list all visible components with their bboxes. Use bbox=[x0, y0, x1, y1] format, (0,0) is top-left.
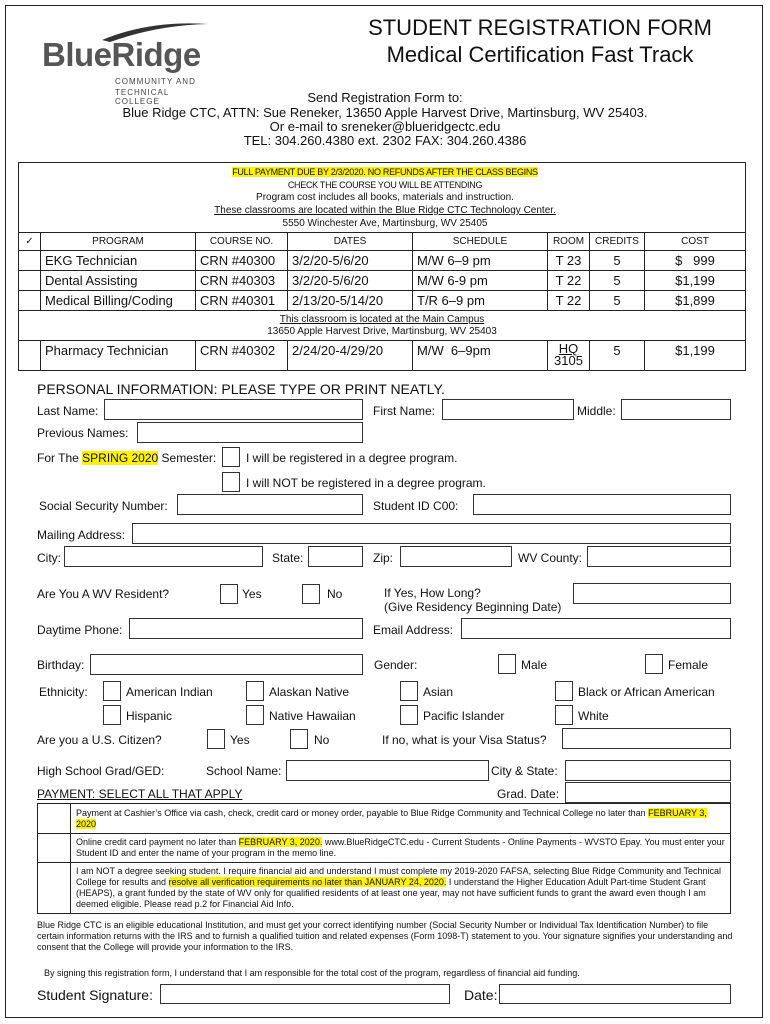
signature-date-field[interactable] bbox=[499, 984, 731, 1004]
course-room: T 22 bbox=[548, 291, 590, 311]
gender-male-checkbox[interactable] bbox=[498, 654, 516, 674]
responsibility-statement: By signing this registration form, I understand that I am responsible for the total cost of the program, regardless of financial aid funding. bbox=[44, 968, 580, 978]
county-field[interactable] bbox=[587, 546, 731, 567]
asian-label: Asian bbox=[423, 685, 454, 699]
course-room: T 23 bbox=[548, 251, 590, 271]
semester-term: SPRING 2020 bbox=[82, 451, 159, 465]
aid-deadline: resolve all verification requirements no later than JANUARY 24, 2020. bbox=[168, 877, 447, 887]
form-title: STUDENT REGISTRATION FORM bbox=[368, 15, 712, 40]
course-schedule: T/R 6–9 pm bbox=[413, 291, 548, 311]
mailing-address-label: Mailing Address: bbox=[37, 528, 126, 542]
schedule-column-header: SCHEDULE bbox=[413, 233, 548, 251]
school-name-field[interactable] bbox=[286, 760, 489, 781]
course-dates: 3/2/20-5/6/20 bbox=[288, 271, 413, 291]
wv-resident-no-checkbox[interactable] bbox=[302, 584, 320, 604]
payment-option-financial-aid bbox=[38, 862, 730, 913]
course-schedule: M/W 6-9 pm bbox=[413, 271, 548, 291]
course-cost: $1,899 bbox=[645, 291, 746, 311]
credits-column-header: CREDITS bbox=[590, 233, 645, 251]
course-number: CRN #40301 bbox=[196, 291, 288, 311]
zip-field[interactable] bbox=[400, 546, 512, 567]
pacific-islander-checkbox[interactable] bbox=[400, 705, 418, 725]
course-credits: 5 bbox=[590, 271, 645, 291]
course-number: CRN #40303 bbox=[196, 271, 288, 291]
tech-center-notice: These classrooms are located within the Blue Ridge CTC Technology Center. bbox=[214, 205, 556, 216]
main-campus-notice-row bbox=[19, 311, 746, 341]
student-id-label: Student ID C00: bbox=[373, 499, 459, 513]
citizen-no-label: No bbox=[314, 733, 330, 747]
payment-notice: FULL PAYMENT DUE BY 2/3/2020. NO REFUNDS AFTER THE CLASS BEGINS bbox=[232, 167, 538, 177]
middle-name-label: Middle: bbox=[577, 404, 616, 418]
degree-program-checkbox[interactable] bbox=[222, 447, 240, 467]
course-program: EKG Technician bbox=[41, 251, 196, 271]
citizen-yes-checkbox[interactable] bbox=[207, 729, 225, 749]
city-label: City: bbox=[37, 551, 61, 565]
american-indian-checkbox[interactable] bbox=[103, 681, 121, 701]
semester-suffix: Semester: bbox=[161, 451, 217, 465]
course-select-checkbox[interactable] bbox=[19, 271, 41, 291]
payment-option-checkbox[interactable] bbox=[38, 863, 71, 913]
course-dates: 3/2/20-5/6/20 bbox=[288, 251, 413, 271]
course-room: T 22 bbox=[548, 271, 590, 291]
course-credits: 5 bbox=[590, 291, 645, 311]
course-cost: $1,199 bbox=[645, 271, 746, 291]
pacific-islander-label: Pacific Islander bbox=[423, 709, 505, 723]
middle-name-field[interactable] bbox=[621, 399, 731, 420]
previous-names-label: Previous Names: bbox=[37, 426, 129, 440]
semester-label bbox=[37, 451, 216, 465]
payment-option-checkbox[interactable] bbox=[38, 804, 71, 833]
cashier-deadline: FEBRUARY 3, 2020 bbox=[76, 808, 707, 829]
room-line-2: 3105 bbox=[554, 353, 583, 368]
gender-label: Gender: bbox=[374, 658, 418, 672]
course-cost: $ 999 bbox=[645, 251, 746, 271]
payment-option-online bbox=[38, 833, 730, 862]
aid-text-post: I understand the Higher Education Adult Part-time Student Grant (HEAPS), a grant funded by the state of WV only for qualified residents of at least one year, may not have sufficient funds to grant the award even though I am deemed eligible. Please read p.2 for Financial Aid Info. bbox=[76, 877, 706, 909]
main-campus-line-2: 13650 Apple Harvest Drive, Martinsburg, WV 25403 bbox=[267, 325, 497, 337]
email-line: Or e-mail to sreneker@blueridgectc.edu bbox=[269, 119, 501, 134]
online-text-pre: Online credit card payment no later than bbox=[76, 837, 237, 847]
dates-column-header: DATES bbox=[288, 233, 413, 251]
native-hawaiian-checkbox[interactable] bbox=[246, 705, 264, 725]
course-room bbox=[548, 341, 590, 371]
birthday-field[interactable] bbox=[90, 654, 363, 675]
payment-option-text bbox=[76, 804, 730, 833]
program-column-header: PROGRAM bbox=[41, 233, 196, 251]
course-column-header: COURSE NO. bbox=[196, 233, 288, 251]
room-line-1: HQ bbox=[558, 341, 579, 356]
non-degree-label: I will NOT be registered in a degree program. bbox=[246, 476, 486, 490]
ssn-label: Social Security Number: bbox=[39, 499, 168, 513]
send-line: Send Registration Form to: bbox=[307, 90, 463, 105]
black-label: Black or African American bbox=[578, 685, 715, 699]
visa-status-label: If no, what is your Visa Status? bbox=[382, 733, 547, 747]
signature-date-label: Date: bbox=[464, 987, 498, 1003]
state-label: State: bbox=[272, 551, 304, 565]
course-program: Medical Billing/Coding bbox=[41, 291, 196, 311]
cost-includes-notice: Program cost includes all books, materials and instruction. bbox=[256, 192, 514, 203]
grad-date-label: Grad. Date: bbox=[497, 787, 560, 801]
main-campus-line-1: This classroom is located at the Main Campus bbox=[279, 313, 485, 325]
non-degree-checkbox[interactable] bbox=[222, 472, 240, 492]
email-field[interactable] bbox=[461, 618, 731, 639]
residency-date-label: (Give Residency Beginning Date) bbox=[384, 600, 562, 614]
zip-label: Zip: bbox=[373, 551, 394, 565]
black-checkbox[interactable] bbox=[555, 681, 573, 701]
citizen-yes-label: Yes bbox=[230, 733, 250, 747]
course-program: Pharmacy Technician bbox=[41, 341, 196, 371]
birthday-label: Birthday: bbox=[37, 658, 85, 672]
signature-label: Student Signature: bbox=[37, 987, 153, 1003]
gender-female-checkbox[interactable] bbox=[645, 654, 663, 674]
course-schedule: M/W 6–9pm bbox=[413, 341, 548, 371]
payment-option-text bbox=[76, 863, 730, 913]
hispanic-checkbox[interactable] bbox=[103, 705, 121, 725]
grad-date-field[interactable] bbox=[565, 782, 731, 803]
logo-sub-line-2: TECHNICAL COLLEGE bbox=[115, 88, 170, 106]
course-table bbox=[18, 232, 746, 371]
white-checkbox[interactable] bbox=[555, 705, 573, 725]
daytime-phone-field[interactable] bbox=[129, 618, 363, 639]
course-number: CRN #40300 bbox=[196, 251, 288, 271]
course-credits: 5 bbox=[590, 341, 645, 371]
first-name-field[interactable] bbox=[442, 399, 574, 420]
course-select-checkbox[interactable] bbox=[19, 341, 41, 371]
payment-options bbox=[37, 803, 731, 914]
how-long-label: If Yes, How Long? bbox=[384, 586, 481, 600]
course-dates: 2/13/20-5/14/20 bbox=[288, 291, 413, 311]
payment-option-checkbox[interactable] bbox=[38, 834, 71, 862]
course-row bbox=[19, 251, 746, 271]
citizen-no-checkbox[interactable] bbox=[290, 729, 308, 749]
online-deadline: FEBRUARY 3, 2020. bbox=[238, 837, 323, 847]
last-name-label: Last Name: bbox=[37, 404, 99, 418]
city-field[interactable] bbox=[64, 546, 263, 567]
ethnicity-label: Ethnicity: bbox=[39, 685, 88, 699]
personal-info-heading: PERSONAL INFORMATION: PLEASE TYPE OR PRINT NEATLY. bbox=[37, 381, 445, 397]
course-row bbox=[19, 341, 746, 371]
email-label: Email Address: bbox=[373, 623, 454, 637]
daytime-phone-label: Daytime Phone: bbox=[37, 623, 123, 637]
course-table-header bbox=[19, 233, 746, 251]
city-state-label: City & State: bbox=[491, 764, 558, 778]
wv-resident-no-label: No bbox=[327, 587, 343, 601]
course-credits: 5 bbox=[590, 251, 645, 271]
alaskan-native-label: Alaskan Native bbox=[269, 685, 350, 699]
mailing-address-field[interactable] bbox=[132, 523, 731, 544]
course-number: CRN #40302 bbox=[196, 341, 288, 371]
aid-text-pre: I am NOT a degree seeking student. I require financial aid and understand I must complete my 2019-2020 FAFSA, selecting Blue Ridge Community and Technical College for results and bbox=[76, 866, 722, 887]
previous-names-field[interactable] bbox=[137, 422, 363, 443]
wv-resident-yes-label: Yes bbox=[242, 587, 262, 601]
address-line: Blue Ridge CTC, ATTN: Sue Reneker, 13650 Apple Harvest Drive, Martinsburg, WV 25403. bbox=[122, 105, 648, 120]
signature-field[interactable] bbox=[160, 984, 450, 1004]
county-label: WV County: bbox=[518, 551, 583, 565]
gender-male-label: Male bbox=[521, 658, 548, 672]
city-state-field[interactable] bbox=[565, 760, 731, 781]
payment-option-cashier bbox=[38, 804, 730, 833]
online-text-post: www.BlueRidgeCTC.edu - Current Students - Online Payments - WVSTO Epay. You must enter your Student ID and enter the name of your program in the memo line. bbox=[76, 837, 725, 858]
course-program: Dental Assisting bbox=[41, 271, 196, 291]
course-dates: 2/24/20-4/29/20 bbox=[288, 341, 413, 371]
room-column-header: ROOM bbox=[548, 233, 590, 251]
course-select-checkbox[interactable] bbox=[19, 291, 41, 311]
cashier-text: Payment at Cashier’s Office via cash, check, credit card or money order, payable to Blue Ridge Community and Technical College no later than bbox=[76, 808, 646, 818]
wv-resident-yes-checkbox[interactable] bbox=[220, 584, 238, 604]
american-indian-label: American Indian bbox=[126, 685, 213, 699]
main-campus-notice bbox=[19, 311, 746, 341]
course-row bbox=[19, 291, 746, 311]
course-row bbox=[19, 271, 746, 291]
payment-option-text bbox=[76, 834, 730, 862]
check-column-header: ✓ bbox=[19, 233, 41, 251]
logo-sub-line-1: COMMUNITY AND bbox=[115, 77, 196, 86]
gender-female-label: Female bbox=[668, 658, 709, 672]
form-subtitle: Medical Certification Fast Track bbox=[386, 42, 694, 67]
check-course-notice: CHECK THE COURSE YOU WILL BE ATTENDING bbox=[287, 180, 483, 190]
tech-center-address: 5550 Winchester Ave, Martinsburg, WV 25405 bbox=[282, 218, 488, 229]
phone-line: TEL: 304.260.4380 ext. 2302 FAX: 304.260.4386 bbox=[243, 133, 527, 148]
visa-status-field[interactable] bbox=[562, 728, 731, 749]
payment-heading: PAYMENT: SELECT ALL THAT APPLY bbox=[37, 787, 243, 801]
school-name-label: School Name: bbox=[206, 764, 282, 778]
first-name-label: First Name: bbox=[373, 404, 436, 418]
wv-resident-label: Are You A WV Resident? bbox=[37, 587, 170, 601]
semester-prefix: For The bbox=[37, 451, 79, 465]
irs-disclaimer: Blue Ridge CTC is an eligible educational Institution, and must get your correct identifying number (Social Security Number or Individual Tax Identification Number) to file certain information returns with the IRS and to furnish a qualified tuition and related expenses (Form 1098-T) statement to you. Your signature signifies your understanding and consent that the College will provide your information to the IRS. bbox=[37, 920, 733, 952]
residency-date-field[interactable] bbox=[573, 583, 731, 604]
logo-wordmark: BlueRidge bbox=[42, 36, 201, 73]
student-id-field[interactable] bbox=[473, 494, 731, 515]
citizen-label: Are you a U.S. Citizen? bbox=[37, 733, 162, 747]
degree-program-label: I will be registered in a degree program. bbox=[246, 451, 458, 465]
state-field[interactable] bbox=[308, 546, 363, 567]
white-label: White bbox=[578, 709, 609, 723]
college-logo bbox=[40, 20, 210, 106]
hispanic-label: Hispanic bbox=[126, 709, 173, 723]
hs-grad-label: High School Grad/GED: bbox=[37, 764, 165, 778]
ssn-field[interactable] bbox=[177, 494, 363, 515]
last-name-field[interactable] bbox=[104, 399, 363, 420]
cost-column-header: COST bbox=[645, 233, 746, 251]
course-schedule: M/W 6–9 pm bbox=[413, 251, 548, 271]
course-cost: $1,199 bbox=[645, 341, 746, 371]
course-select-checkbox[interactable] bbox=[19, 251, 41, 271]
native-hawaiian-label: Native Hawaiian bbox=[269, 709, 356, 723]
asian-checkbox[interactable] bbox=[400, 681, 418, 701]
alaskan-native-checkbox[interactable] bbox=[246, 681, 264, 701]
